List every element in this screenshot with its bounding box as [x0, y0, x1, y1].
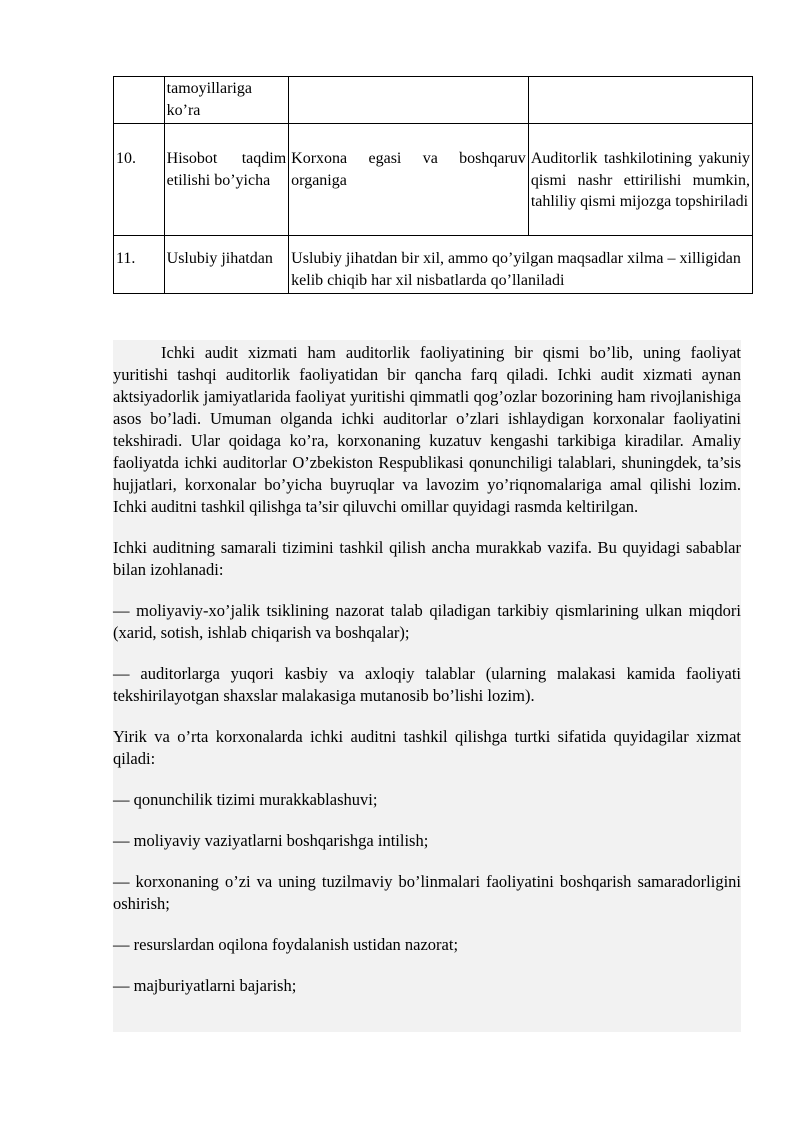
table-cell-internal	[289, 77, 529, 124]
table-cell-number: 10.	[114, 124, 165, 236]
list-item: — majburiyatlarni bajarish;	[113, 976, 297, 995]
comparison-table	[113, 76, 753, 294]
table-cell-internal: Korxona egasi va boshqaruv organiga	[289, 124, 529, 236]
table-cell-criterion: tamoyillariga ko’ra	[164, 77, 289, 124]
list-item: — resurslardan oqilona foydalanish ustidan nazorat;	[113, 935, 459, 954]
table-cell-external	[528, 77, 752, 124]
table-cell-number	[114, 77, 165, 124]
table-cell-criterion: Uslubiy jihatdan	[164, 236, 289, 294]
paragraph: Yirik va o’rta korxonalarda ichki auditni tashkil qilishga turtki sifatida quyidagilar xizmat qiladi:	[113, 727, 741, 768]
list-item: — moliyaviy-xo’jalik tsiklining nazorat talab qiladigan tarkibiy qismlarining ulkan miqdori (xarid, sotish, ishlab chiqarish va boshqalar);	[113, 601, 741, 642]
list-item: — qonunchilik tizimi murakkablashuvi;	[113, 790, 378, 809]
table-row	[114, 77, 753, 124]
table-row	[114, 124, 753, 236]
table-row	[114, 236, 753, 294]
paragraph: Ichki audit xizmati ham auditorlik faoliyatining bir qismi bo’lib, uning faoliyat yuritishi tashqi auditorlik faoliyatidan bir qancha farq qiladi. Ichki audit xizmati aynan aktsiyadorlik jamiyatlarida faoliyat yuritishi qimmatli qog’ozlar bozorining ham rivojlanishiga asos bo’ladi. Umuman olganda ichki auditorlar o’zlari ishlaydigan korxonalar faoliyatini tekshiradi. Ular qoidaga ko’ra, korxonaning kuzatuv kengashi tarkibiga kiradilar. Amaliy faoliyatda ichki auditorlar O’zbekiston Respublikasi qonunchiligi talablari, shuningdek, ta’sis hujjatlari, korxonalar bo’yicha buyruqlar va lavozim yo’riqnomalariga amal qilishi lozim. Ichki auditni tashkil qilishga ta’sir qiluvchi omillar quyidagi rasmda keltirilgan.	[113, 343, 741, 516]
table-cell-external: Auditorlik tashkilotining yakuniy qismi nashr ettirilishi mumkin, tahliliy qismi mijozga topshiriladi	[528, 124, 752, 236]
table-cell-criterion: Hisobot taqdim etilishi bo’yicha	[164, 124, 289, 236]
table-cell-merged: Uslubiy jihatdan bir xil, ammo qo’yilgan maqsadlar xilma – xilligidan kelib chiqib har xil nisbatlarda qo’llaniladi	[289, 236, 753, 294]
list-item: — moliyaviy vaziyatlarni boshqarishga intilish;	[113, 831, 429, 850]
list-item: — korxonaning o’zi va uning tuzilmaviy bo’linmalari faoliyatini boshqarish samaradorligini oshirish;	[113, 872, 741, 913]
body-text	[113, 342, 741, 997]
table-cell-number: 11.	[114, 236, 165, 294]
list-item: — auditorlarga yuqori kasbiy va axloqiy talablar (ularning malakasi kamida faoliyati tekshirilayotgan shaxslar malakasiga mutanosib bo’lishi lozim).	[113, 664, 741, 705]
paragraph: Ichki auditning samarali tizimini tashkil qilish ancha murakkab vazifa. Bu quyidagi sabablar bilan izohlanadi:	[113, 538, 741, 579]
